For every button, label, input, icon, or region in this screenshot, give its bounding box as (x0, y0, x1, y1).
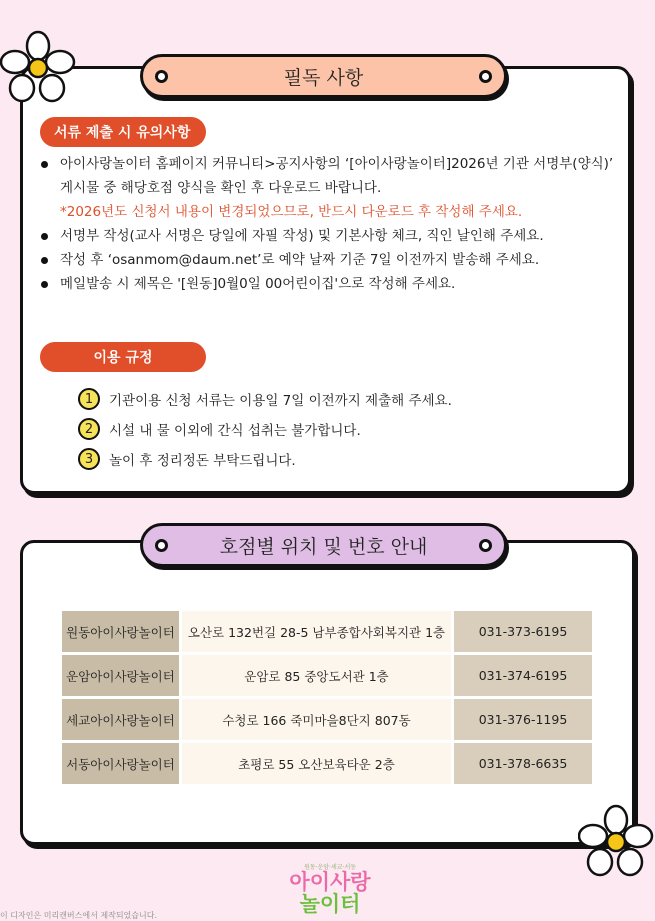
dot-icon (155, 70, 168, 83)
rule-item (78, 414, 452, 444)
location-address: 오산로 132번길 28-5 남부종합사회복지관 1층 (179, 611, 454, 652)
footer-credit: 이 디자인은 미리캔버스에서 제작되었습니다. (0, 911, 158, 920)
list-item: 작성 후 ‘osanmom@daum.net’로 예약 날짜 기준 7일 이전까지 발송해 주세요. (38, 248, 618, 272)
table-row (62, 743, 592, 784)
location-phone: 031-378-6635 (454, 743, 592, 784)
table-row (62, 699, 592, 740)
location-phone: 031-376-1195 (454, 699, 592, 740)
location-address: 운암로 85 중앙도서관 1층 (179, 655, 454, 696)
location-address: 초평로 55 오산보육타운 2층 (179, 743, 454, 784)
dot-icon (155, 539, 168, 552)
logo (275, 862, 385, 915)
number-badge: 2 (78, 418, 100, 440)
notice-title: 필독 사항 (283, 66, 364, 89)
rule-text: 놀이 후 정리정돈 부탁드립니다. (109, 453, 296, 469)
list-item: 메일발송 시 제목은 '[원동]0월0일 00어린이집'으로 작성해 주세요. (38, 272, 618, 296)
submission-list (38, 152, 618, 296)
locations-title-pill (140, 523, 507, 567)
rule-item (78, 444, 452, 474)
flower-icon (0, 30, 76, 106)
locations-title: 호점별 위치 및 번호 안내 (219, 535, 428, 558)
number-badge: 1 (78, 388, 100, 410)
list-item: 아이사랑놀이터 홈페이지 커뮤니티>공지사항의 ‘[아이사랑놀이터]2026년 기관 서명부(양식)’ 게시물 중 해당호점 양식을 확인 후 다운로드 바랍니다. (38, 152, 618, 200)
locations-table (62, 608, 592, 787)
list-item: 서명부 작성(교사 서명은 당일에 자필 작성) 및 기본사항 체크, 직인 날인해 주세요. (38, 224, 618, 248)
logo-line2: 놀이터 (299, 892, 361, 916)
location-address: 수청로 166 죽미마을8단지 807동 (179, 699, 454, 740)
section-label-rules: 이용 규정 (40, 342, 206, 372)
warning-text: *2026년도 신청서 내용이 변경되었으므로, 반드시 다운로드 후 작성해 주세요. (60, 204, 523, 220)
table-row (62, 655, 592, 696)
location-phone: 031-373-6195 (454, 611, 592, 652)
location-phone: 031-374-6195 (454, 655, 592, 696)
logo-line1: 아이사랑 (289, 870, 371, 894)
location-name: 서동아이사랑놀이터 (62, 743, 179, 784)
location-name: 원동아이사랑놀이터 (62, 611, 179, 652)
dot-icon (479, 70, 492, 83)
section-label-submission: 서류 제출 시 유의사항 (40, 117, 206, 147)
number-badge: 3 (78, 448, 100, 470)
flower-icon (578, 804, 654, 880)
rule-text: 기관이용 신청 서류는 이용일 7일 이전까지 제출해 주세요. (109, 393, 452, 409)
location-name: 운암아이사랑놀이터 (62, 655, 179, 696)
logo-subtitle: 원동·운암·세교·서동 (303, 864, 357, 871)
table-row (62, 611, 592, 652)
dot-icon (479, 539, 492, 552)
rule-item (78, 384, 452, 414)
rules-list (78, 384, 452, 474)
notice-title-pill (140, 54, 507, 98)
location-name: 세교아이사랑놀이터 (62, 699, 179, 740)
rule-text: 시설 내 물 이외에 간식 섭취는 불가합니다. (109, 423, 361, 439)
